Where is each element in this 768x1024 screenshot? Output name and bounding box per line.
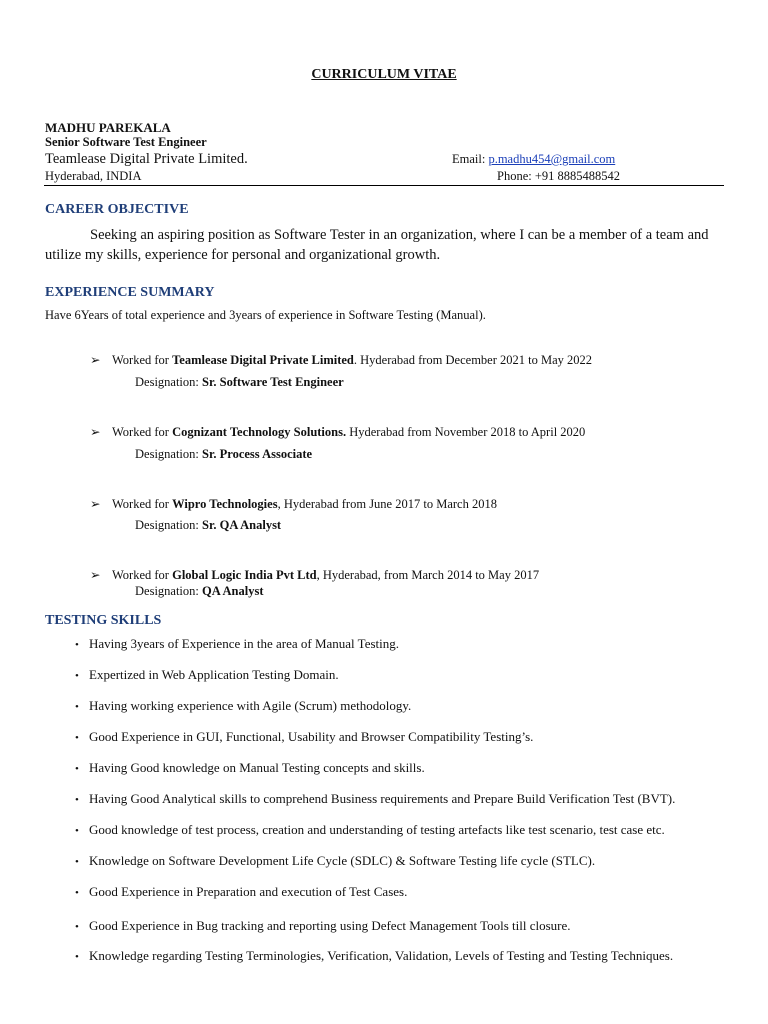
skill-text: Having Good knowledge on Manual Testing concepts and skills. bbox=[89, 760, 425, 775]
skill-text: Knowledge regarding Testing Terminologies, Verification, Validation, Levels of Testing and Testing Techniques. bbox=[89, 948, 674, 963]
skill-text: Good Experience in GUI, Functional, Usability and Browser Compatibility Testing’s. bbox=[89, 729, 534, 744]
list-item bbox=[75, 729, 533, 745]
job-company: Wipro Technologies bbox=[172, 497, 278, 511]
arrow-bullet-icon: ➢ bbox=[90, 353, 101, 367]
designation-label: Designation: bbox=[135, 375, 199, 389]
job-company: Cognizant Technology Solutions. bbox=[172, 425, 347, 439]
bullet-icon: • bbox=[75, 887, 79, 899]
candidate-role: Senior Software Test Engineer bbox=[45, 135, 207, 149]
job-prefix: Worked for bbox=[112, 353, 173, 367]
job-details: , Hyderabad from June 2017 to March 2018 bbox=[277, 497, 497, 511]
job-entry bbox=[90, 567, 539, 583]
phone-line: Phone: +91 8885488542 bbox=[497, 169, 621, 183]
experience-summary-text: Have 6Years of total experience and 3years of experience in Software Testing (Manual). bbox=[45, 308, 486, 322]
email-label: Email: bbox=[452, 152, 486, 166]
job-designation bbox=[135, 447, 312, 462]
candidate-name: MADHU PAREKALA bbox=[45, 120, 171, 135]
job-prefix: Worked for bbox=[112, 497, 173, 511]
list-item bbox=[75, 822, 665, 838]
skill-text: Expertized in Web Application Testing Domain. bbox=[89, 667, 339, 682]
job-designation bbox=[135, 375, 344, 390]
arrow-bullet-icon: ➢ bbox=[90, 497, 101, 511]
job-details: , Hyderabad, from March 2014 to May 2017 bbox=[316, 568, 540, 582]
bullet-icon: • bbox=[75, 701, 79, 713]
skill-text: Good knowledge of test process, creation and understanding of testing artefacts like test scenario, test case etc. bbox=[89, 822, 665, 837]
skill-text: Good Experience in Bug tracking and reporting using Defect Management Tools till closure. bbox=[89, 918, 571, 933]
list-item bbox=[75, 636, 399, 652]
designation-value: Sr. Process Associate bbox=[202, 447, 313, 461]
bullet-icon: • bbox=[75, 951, 79, 963]
email-link[interactable]: p.madhu454@gmail.com bbox=[488, 152, 616, 166]
skill-text: Good Experience in Preparation and execution of Test Cases. bbox=[89, 884, 408, 899]
experience-summary-heading: EXPERIENCE SUMMARY bbox=[45, 285, 215, 300]
bullet-icon: • bbox=[75, 639, 79, 651]
bullet-icon: • bbox=[75, 794, 79, 806]
job-entry bbox=[90, 352, 592, 368]
skill-text: Having Good Analytical skills to comprehend Business requirements and Prepare Build Verification Test (BVT). bbox=[89, 791, 676, 806]
header-divider bbox=[44, 185, 724, 186]
job-prefix: Worked for bbox=[112, 568, 173, 582]
designation-value: QA Analyst bbox=[202, 584, 264, 598]
bullet-icon: • bbox=[75, 856, 79, 868]
list-item bbox=[75, 884, 407, 900]
bullet-icon: • bbox=[75, 732, 79, 744]
job-entry bbox=[90, 496, 497, 512]
job-entry bbox=[90, 424, 585, 440]
bullet-icon: • bbox=[75, 670, 79, 682]
list-item bbox=[75, 853, 595, 869]
designation-value: Sr. QA Analyst bbox=[202, 518, 282, 532]
bullet-icon: • bbox=[75, 763, 79, 775]
job-designation bbox=[135, 518, 281, 533]
career-objective-text: Seeking an aspiring position as Software Tester in an organization, where I can be a member of a team and utilize my skills, experience for personal and organizational growth. bbox=[45, 227, 709, 263]
list-item bbox=[75, 948, 673, 964]
current-company: Teamlease Digital Private Limited. bbox=[45, 151, 248, 167]
designation-value: Sr. Software Test Engineer bbox=[202, 375, 344, 389]
bullet-icon: • bbox=[75, 921, 79, 933]
designation-label: Designation: bbox=[135, 518, 199, 532]
testing-skills-heading: TESTING SKILLS bbox=[45, 613, 162, 628]
list-item bbox=[75, 791, 675, 807]
designation-label: Designation: bbox=[135, 447, 199, 461]
job-company: Global Logic India Pvt Ltd bbox=[172, 568, 317, 582]
list-item bbox=[75, 667, 339, 683]
job-prefix: Worked for bbox=[112, 425, 173, 439]
job-details: . Hyderabad from December 2021 to May 2022 bbox=[353, 353, 593, 367]
arrow-bullet-icon: ➢ bbox=[90, 568, 101, 582]
designation-label: Designation: bbox=[135, 584, 199, 598]
list-item bbox=[75, 918, 571, 934]
skill-text: Knowledge on Software Development Life Cycle (SDLC) & Software Testing life cycle (STLC). bbox=[89, 853, 596, 868]
job-details: Hyderabad from November 2018 to April 2020 bbox=[346, 425, 586, 439]
document-title: CURRICULUM VITAE bbox=[311, 67, 457, 82]
arrow-bullet-icon: ➢ bbox=[90, 425, 101, 439]
email-line bbox=[452, 152, 615, 167]
list-item bbox=[75, 760, 425, 776]
bullet-icon: • bbox=[75, 825, 79, 837]
skill-text: Having working experience with Agile (Scrum) methodology. bbox=[89, 698, 412, 713]
career-objective-heading: CAREER OBJECTIVE bbox=[45, 202, 189, 217]
job-designation bbox=[135, 584, 264, 599]
candidate-location: Hyderabad, INDIA bbox=[45, 169, 142, 183]
list-item bbox=[75, 698, 411, 714]
skill-text: Having 3years of Experience in the area of Manual Testing. bbox=[89, 636, 400, 651]
job-company: Teamlease Digital Private Limited bbox=[172, 353, 354, 367]
